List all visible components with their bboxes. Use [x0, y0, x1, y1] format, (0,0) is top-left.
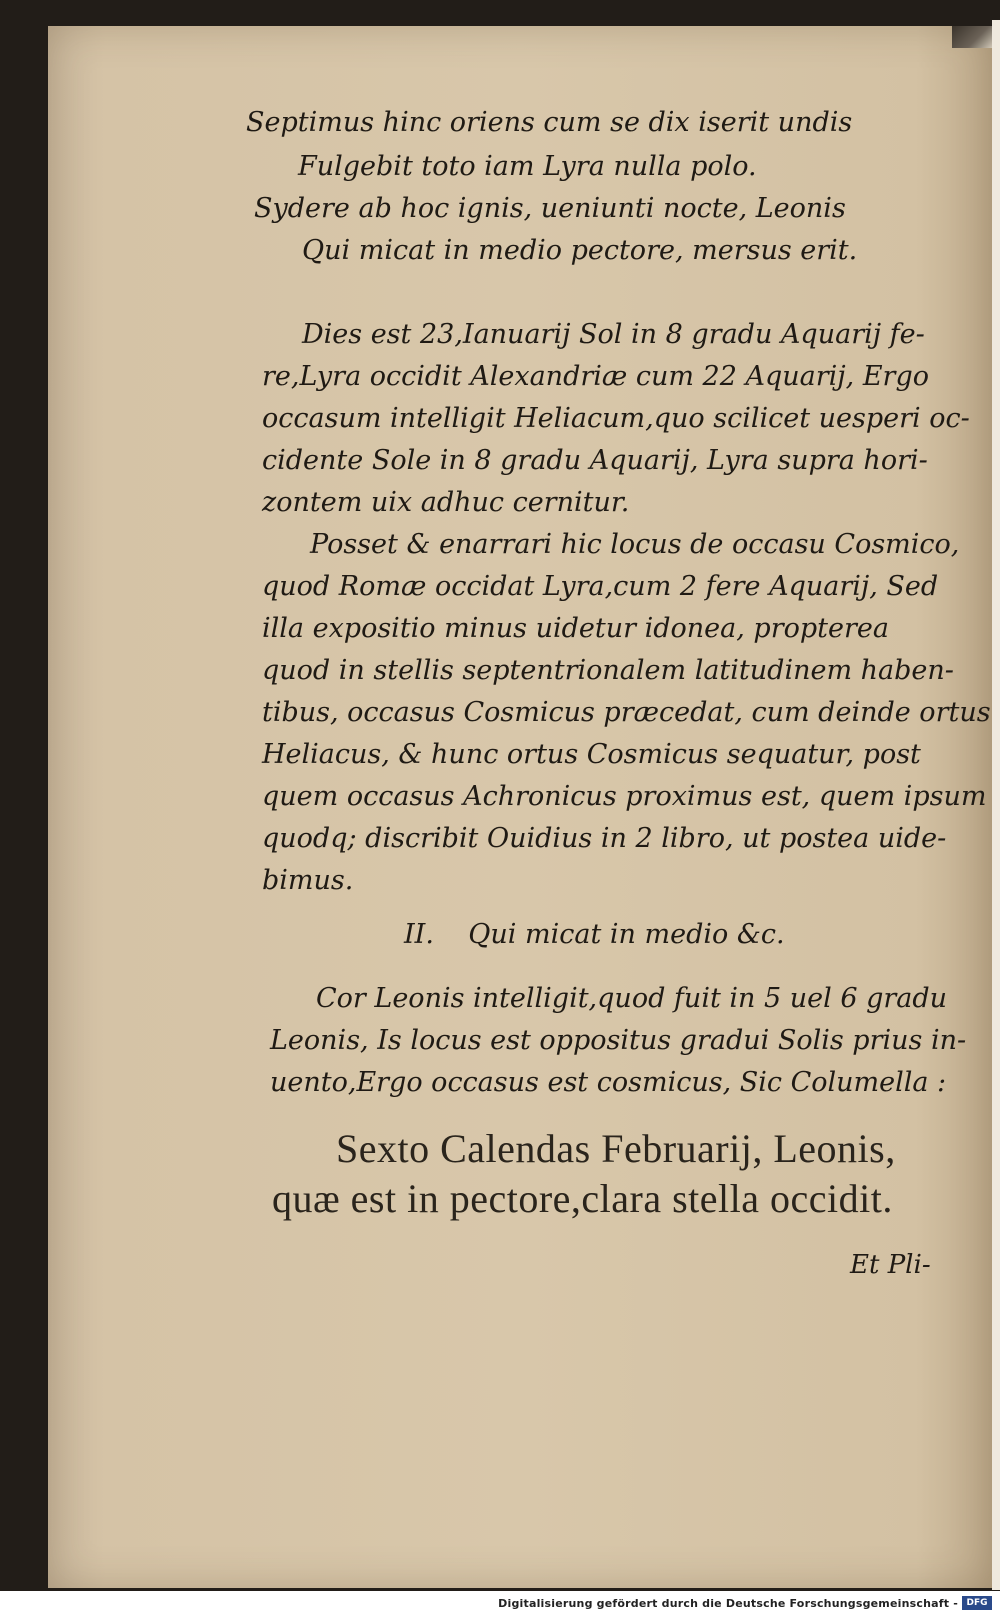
verse-line-3: Sydere ab hoc ignis, ueniunti nocte, Leonis	[254, 193, 846, 224]
dfg-logo-icon: DFG	[962, 1596, 992, 1610]
text-line-6: re,Lyra occidit Alexandriæ cum 22 Aquarij, Ergo	[262, 361, 929, 392]
text-line-16: quem occasus Achronicus proximus est, quem ipsum	[262, 781, 987, 812]
text-line-18: bimus.	[262, 865, 354, 896]
verse-line-1: Septimus hinc oriens cum se dix iserit undis	[246, 107, 853, 138]
text-line-5: Dies est 23,Ianuarij Sol in 8 gradu Aquarij fe-	[302, 319, 925, 350]
quotation-line-1: Sexto Calendas Februarij, Leonis,	[336, 1126, 896, 1171]
text-line-8: cidente Sole in 8 gradu Aquarij, Lyra supra hori-	[262, 445, 928, 476]
text-line-10: Posset & enarrari hic locus de occasu Cosmico,	[310, 529, 960, 560]
verse-line-2: Fulgebit toto iam Lyra nulla polo.	[298, 151, 757, 182]
text-line-17: quodq; discribit Ouidius in 2 libro, ut postea uide-	[262, 823, 947, 854]
text-line-13: quod in stellis septentrionalem latitudinem haben-	[262, 655, 954, 686]
text-line-20: Cor Leonis intelligit,quod fuit in 5 uel 6 gradu	[316, 983, 948, 1014]
footer-bar	[0, 1591, 1000, 1620]
quotation-line-2: quæ est in pectore,clara stella occidit.	[272, 1176, 893, 1221]
text-line-21: Leonis, Is locus est oppositus gradui Solis prius in-	[270, 1025, 967, 1056]
page-edge	[992, 20, 1000, 1590]
text-line-9: zontem uix adhuc cernitur.	[262, 487, 630, 518]
section-heading: II. Qui micat in medio &c.	[404, 919, 785, 950]
text-line-12: illa expositio minus uidetur idonea, propterea	[262, 613, 889, 644]
text-line-14: tibus, occasus Cosmicus præcedat, cum deinde ortus	[262, 697, 991, 728]
text-line-11: quod Romæ occidat Lyra,cum 2 fere Aquarij, Sed	[262, 571, 939, 602]
footer-credit: Digitalisierung gefördert durch die Deutsche Forschungsgemeinschaft -	[498, 1597, 958, 1610]
page-corner	[952, 26, 992, 48]
text-line-15: Heliacus, & hunc ortus Cosmicus sequatur, post	[262, 739, 921, 770]
text-line-7: occasum intelligit Heliacum,quo scilicet uesperi oc-	[262, 403, 970, 434]
catchword: Et Pli-	[850, 1250, 931, 1280]
text-line-22: uento,Ergo occasus est cosmicus, Sic Columella :	[270, 1067, 947, 1098]
verse-line-4: Qui micat in medio pectore, mersus erit.	[302, 235, 858, 266]
